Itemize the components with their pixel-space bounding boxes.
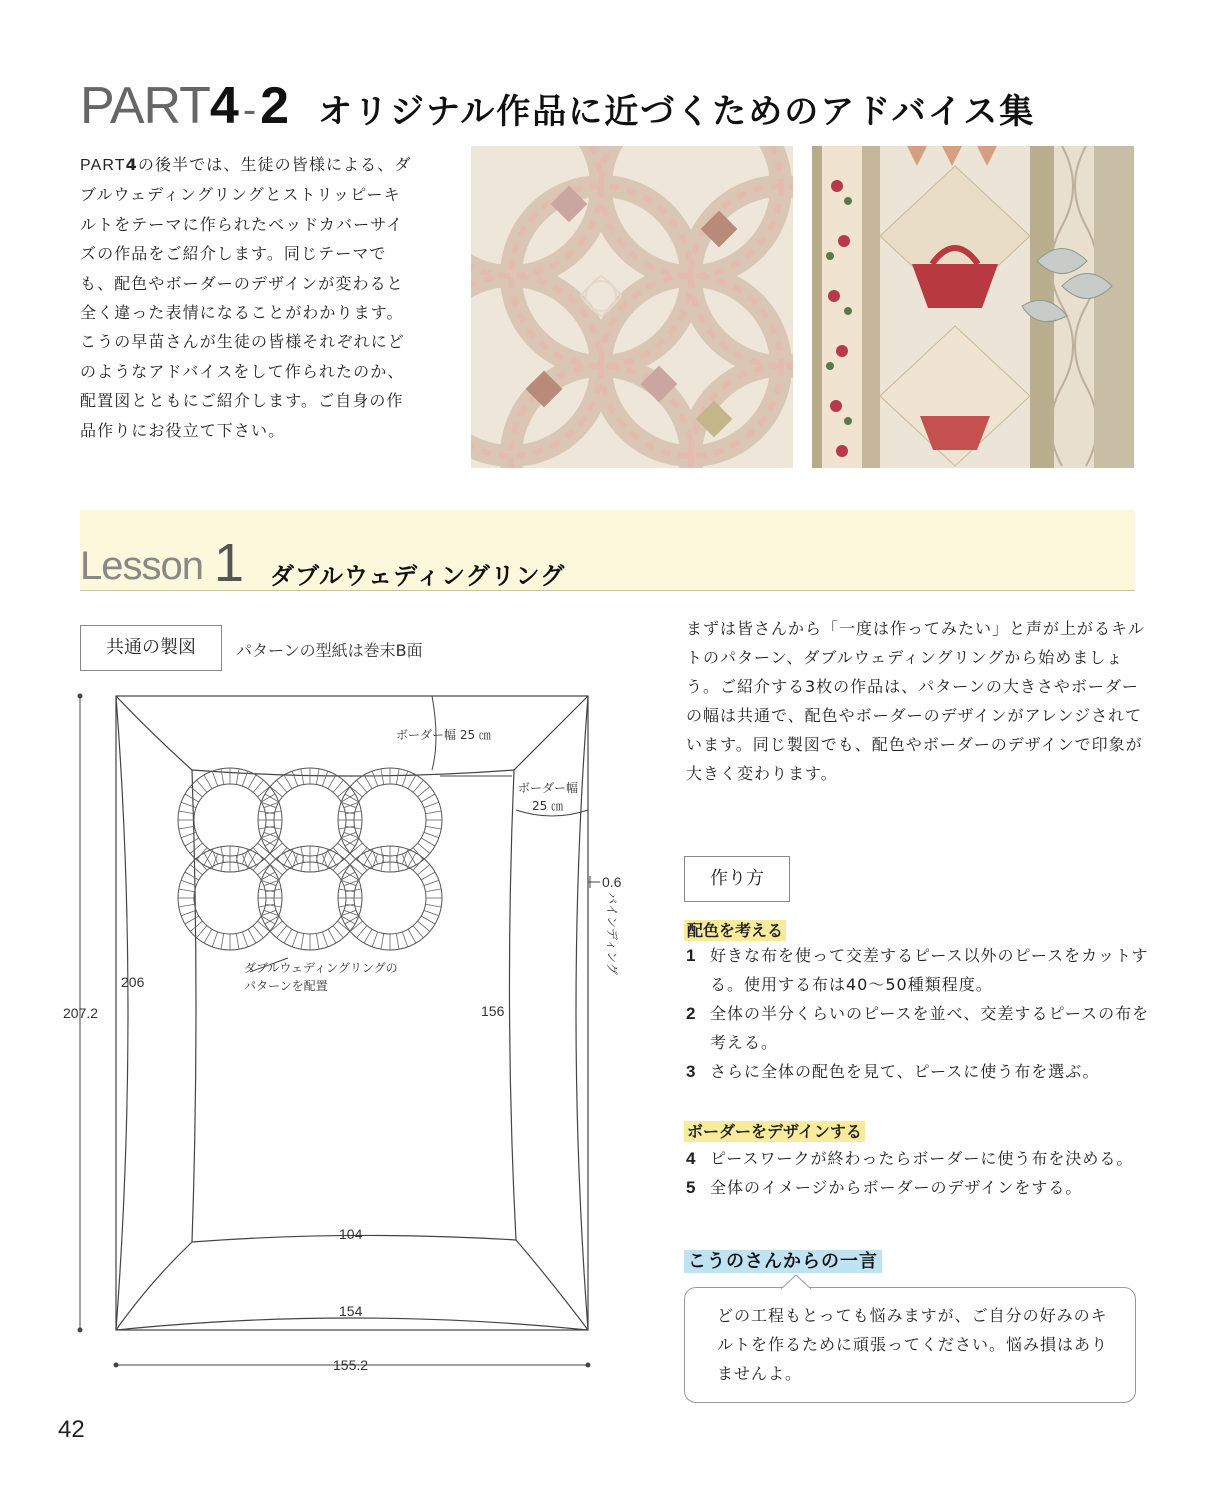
ring-segment-line	[179, 811, 195, 814]
part-number: 4	[209, 77, 239, 135]
ring-segment-line	[236, 933, 239, 949]
ring-segment-line	[212, 932, 217, 947]
ring-segment-line	[277, 780, 287, 792]
lesson-intro-paragraph: まずは皆さんから「一度は作ってみたい」と声が上がるキルトのパターン、ダブルウェディングリングから始めましょう。ご紹介する3枚の作品は、パターンの大きさやボーダーの幅は共通で、配色やボーダーのデザインがアレンジされています。同じ製図でも、配色やボーダーのデザインで印象が大きく変わります。	[686, 619, 1145, 783]
ring-segment-line	[408, 775, 416, 789]
ring-segment-line	[190, 865, 202, 875]
ring-segment-line	[372, 932, 377, 947]
ring-segment-line	[402, 771, 407, 786]
common-drafting-label: 共通の製図	[80, 625, 222, 671]
ring-segment-line	[381, 769, 384, 785]
ring-segment-line	[408, 853, 416, 867]
quilt-photo-strippy	[812, 146, 1134, 468]
advice-label: こうのさんからの一言	[684, 1250, 882, 1273]
ring-segment-line	[413, 848, 423, 860]
ring-segment-line	[328, 929, 336, 943]
binding-label: バインディング	[605, 892, 619, 975]
ring-segment-line	[253, 858, 263, 870]
ring-segment-line	[185, 872, 199, 880]
ring-segment-line	[301, 933, 304, 949]
ring-segment-line	[179, 826, 195, 829]
step-number: 2	[686, 1004, 697, 1023]
ring-segment-line	[253, 780, 263, 792]
step-3	[686, 1057, 1156, 1086]
ring-segment-line	[292, 771, 297, 786]
ring-note-1: ダブルウェディングリングの	[244, 961, 398, 975]
step-number: 5	[686, 1178, 697, 1197]
ring-segment-line	[357, 858, 367, 870]
step-2	[686, 999, 1156, 1057]
ring-segment-line	[204, 775, 212, 789]
step-text: ピースワークが終わったらボーダーに使う布を決める。	[710, 1149, 1134, 1168]
ring-segment-line	[277, 926, 287, 938]
ring-segment-line	[185, 838, 199, 846]
ring-segment-line	[221, 769, 224, 785]
intro-paragraph	[80, 150, 414, 445]
ring-segment-line	[284, 853, 292, 867]
step-number: 3	[686, 1062, 697, 1081]
ring-segment-line	[364, 929, 372, 943]
ring-segment-line	[316, 769, 319, 785]
ring-segment-line	[190, 921, 202, 931]
ring-segment-line	[204, 853, 212, 867]
ring-segment-line	[357, 780, 367, 792]
ring-segment-line	[333, 858, 343, 870]
ring-segment-line	[425, 811, 441, 814]
ring-segment-line	[364, 853, 372, 867]
ring-segment-line	[236, 769, 239, 785]
ring-segment-line	[364, 851, 372, 865]
lesson-header	[80, 510, 1135, 591]
dim-155-2: 155.2	[333, 1357, 369, 1373]
step-5	[686, 1173, 1156, 1202]
ring-segment-line	[179, 904, 195, 907]
ring-segment-line	[204, 851, 212, 865]
quilt-layout-diagram	[0, 680, 640, 1380]
ring-segment-line	[248, 851, 256, 865]
border-width-top: ボーダー幅 25 ㎝	[396, 728, 491, 742]
intro-text: の後半では、生徒の皆様による、ダブルウェディングリングとストリッピーキルトをテーマに作られたベッドカバーサイズの作品をご紹介します。同じテーマでも、配色やボーダーのデザインが変わると全く違った表情になることがわかります。こうの早苗さんが生徒の皆様それぞれにどのようなアドバイスをして作られたのか、配置図とともにご紹介します。ご自身の作品作りにお役立て下さい。	[80, 155, 412, 440]
page-number: 42	[58, 1416, 85, 1443]
ring-note-2: パターンを配置	[244, 979, 328, 993]
step-text: 全体の半分くらいのピースを並べ、交差するピースの布を考える。	[710, 1004, 1150, 1052]
ring-segment-line	[421, 872, 435, 880]
dim-156: 156	[481, 1003, 505, 1019]
dim-binding-0-6: 0.6	[602, 874, 622, 890]
lesson-title: ダブルウェディングリング	[270, 562, 566, 590]
step-number: 4	[686, 1149, 697, 1168]
ring-segment-line	[212, 771, 217, 786]
ring-segment-line	[248, 929, 256, 943]
ring-segment-line	[185, 916, 199, 924]
ring-segment-line	[357, 926, 367, 938]
ring-segment-line	[333, 926, 343, 938]
ring-segment-line	[425, 889, 441, 892]
ring-segment-line	[418, 921, 430, 931]
lesson-word: Lesson	[80, 544, 203, 588]
ring-segment-line	[408, 929, 416, 943]
ring-segment-line	[413, 926, 423, 938]
step-4	[686, 1144, 1156, 1173]
intro-prefix-number: 4	[125, 155, 138, 174]
ring-segment-line	[424, 802, 439, 807]
ring-segment-line	[396, 933, 399, 949]
step-number: 1	[686, 946, 697, 965]
ring-segment-line	[197, 848, 207, 860]
ring-segment-line	[413, 780, 423, 792]
step-1	[686, 941, 1156, 999]
howto-label: 作り方	[684, 856, 790, 902]
ring-segment-line	[333, 780, 343, 792]
ring-segment-line	[418, 865, 430, 875]
ring-segment-line	[425, 904, 441, 907]
ring-segment-line	[381, 933, 384, 949]
pattern-note: パターンの型紙は巻末B面	[236, 641, 423, 660]
ring-segment-line	[322, 771, 327, 786]
section-border-heading	[684, 1119, 865, 1142]
part-word: PART	[80, 77, 210, 135]
ring-segment-line	[284, 929, 292, 943]
ring-segment-line	[181, 802, 196, 807]
ring-segment-line	[197, 780, 207, 792]
step-text: 好きな布を使って交差するピース以外のピースをカットする。使用する布は40〜50種類程度。	[710, 946, 1149, 994]
dim-206: 206	[121, 974, 145, 990]
part-heading	[80, 76, 289, 140]
ring-segment-line	[181, 880, 196, 885]
ring-segment-line	[277, 848, 287, 860]
border-width-right-1: ボーダー幅	[518, 781, 579, 795]
ring-segment-line	[204, 929, 212, 943]
section-color-heading	[684, 918, 786, 941]
part-separator: -	[242, 88, 257, 132]
ring-segment-line	[253, 848, 263, 860]
ring-segment-line	[364, 775, 372, 789]
ring-segment-line	[284, 775, 292, 789]
step-text: さらに全体の配色を見て、ピースに使う布を選ぶ。	[710, 1062, 1100, 1081]
ring-segment-line	[418, 787, 430, 797]
ring-segment-line	[402, 932, 407, 947]
ring-segment-line	[333, 848, 343, 860]
ring-segment-line	[396, 769, 399, 785]
ring-segment-line	[221, 933, 224, 949]
border-width-right-2: 25 ㎝	[532, 799, 564, 813]
ring-segment-line	[179, 889, 195, 892]
ring-segment-line	[372, 771, 377, 786]
ring-segment-line	[413, 858, 423, 870]
ring-segment-line	[408, 851, 416, 865]
ring-segment-line	[197, 926, 207, 938]
ring-segment-line	[185, 794, 199, 802]
ring-segment-line	[421, 794, 435, 802]
page-title: オリジナル作品に近づくためのアドバイス集	[318, 92, 1036, 132]
ring-segment-line	[190, 787, 202, 797]
step-text: 全体のイメージからボーダーのデザインをする。	[710, 1178, 1083, 1197]
bubble-tail	[781, 1275, 811, 1289]
ring-segment-line	[242, 932, 247, 947]
ring-segment-line	[197, 858, 207, 870]
ring-segment-line	[284, 851, 292, 865]
ring-segment-line	[328, 853, 336, 867]
ring-segment-line	[181, 910, 196, 915]
ring-segment-line	[248, 775, 256, 789]
intro-prefix: PART	[80, 157, 126, 174]
advice-text: どの工程もとっても悩みますが、ご自分の好みのキルトを作るために頑張ってください。悩み損はありませんよ。	[717, 1306, 1109, 1383]
ring-segment-line	[418, 843, 430, 853]
ring-segment-line	[421, 838, 435, 846]
part-subnumber: 2	[260, 77, 290, 135]
ring-segment-line	[277, 858, 287, 870]
ring-segment-line	[322, 932, 327, 947]
ring-segment-line	[424, 910, 439, 915]
ring-segment-line	[316, 933, 319, 949]
ring-segment-line	[253, 926, 263, 938]
section-color-label: 配色を考える	[684, 920, 786, 941]
ring-segment-line	[421, 916, 435, 924]
section-border-label: ボーダーをデザインする	[684, 1121, 865, 1142]
dim-207-2: 207.2	[63, 1005, 99, 1021]
ring-segment-line	[292, 932, 297, 947]
quilt-photo-wedding-ring	[471, 146, 793, 468]
ring-segment-line	[357, 848, 367, 860]
lesson-number: 1	[214, 533, 245, 593]
ring-segment-line	[424, 880, 439, 885]
ring-segment-line	[190, 843, 202, 853]
ring-segment-line	[248, 853, 256, 867]
advice-bubble	[684, 1287, 1136, 1403]
ring-segment-line	[425, 826, 441, 829]
ring-segment-line	[424, 832, 439, 837]
ring-segment-line	[301, 769, 304, 785]
ring-segment-line	[328, 775, 336, 789]
dim-104: 104	[339, 1226, 363, 1242]
advice-heading	[684, 1247, 882, 1273]
ring-segment-line	[328, 851, 336, 865]
dim-154: 154	[339, 1303, 363, 1319]
